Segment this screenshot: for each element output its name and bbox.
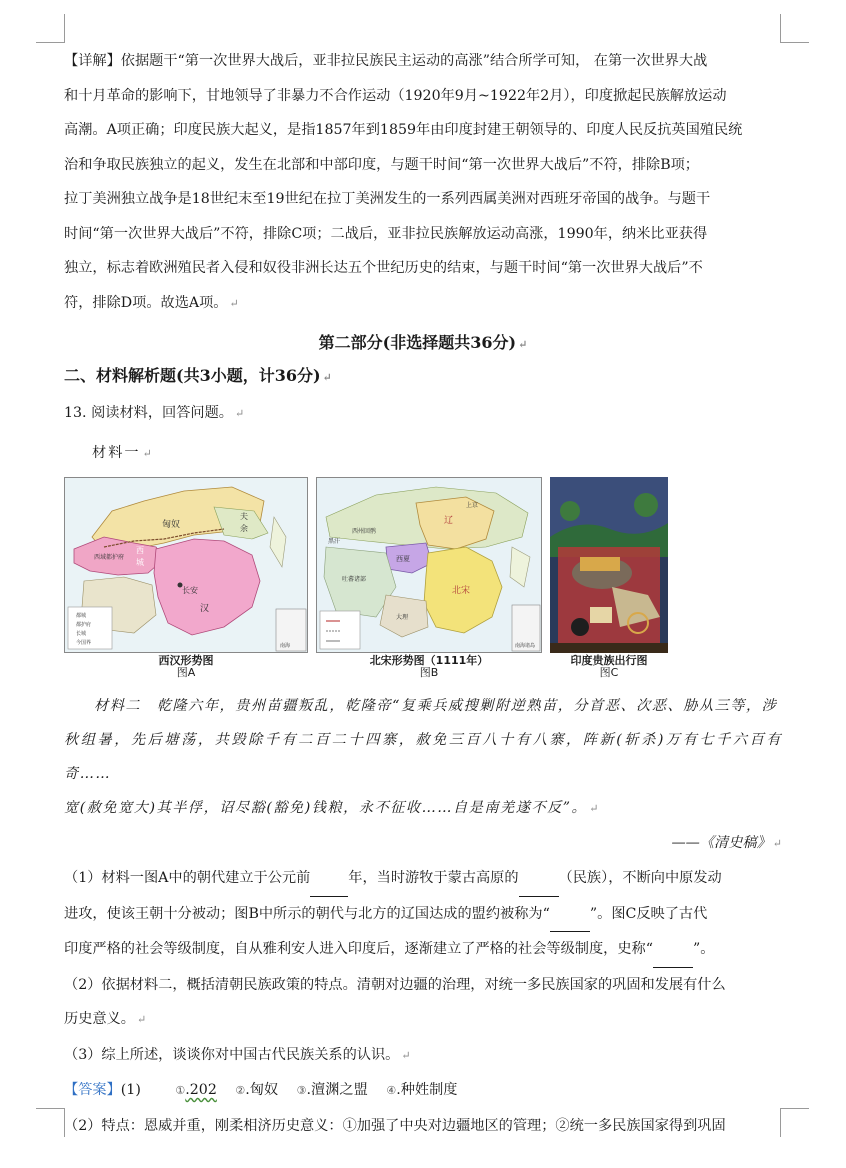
explanation-line: 和十月革命的影响下，甘地领导了非暴力不合作运动（1920年9月~1922年2月），印度掀起民族解放运动 <box>64 87 727 104</box>
map-label: 城 <box>136 558 144 567</box>
western-han-map <box>64 477 308 653</box>
answer-line: （2）特点：恩威并重，刚柔相济历史意义：①加强了中央对边疆地区的管理；②统一多民族国家得到巩固 <box>64 1117 726 1134</box>
question-1-line <box>64 932 782 968</box>
answer-block <box>64 1073 782 1143</box>
question-text: 年，当时游牧于蒙古高原的 <box>348 870 519 886</box>
capital-marker-icon <box>178 583 183 588</box>
answer-item-number: ④ <box>386 1084 397 1097</box>
material-1-label-text: 材料一 <box>92 445 141 461</box>
figure-row <box>64 477 782 677</box>
material-2-source <box>64 826 782 861</box>
section-title-text: 第二部分(非选择题共36分) <box>318 333 517 352</box>
question-text: （3）综上所述，谈谈你对中国古代民族关系的认识。 <box>64 1046 400 1063</box>
explanation-line: 时间“第一次世界大战后”不符，排除C项；二战后，亚非拉民族解放运动高涨，1990年，纳米比亚获得 <box>64 225 708 242</box>
map-inset-label: 南海 <box>280 643 291 649</box>
question-13-text: 13. 阅读材料，回答问题。 <box>64 405 233 421</box>
answer-item-text: .202 <box>185 1082 217 1098</box>
explanation-line-text: 符，排除D项。故选A项。 <box>64 294 228 311</box>
answer-item <box>386 1073 457 1109</box>
question-1-line <box>64 897 782 933</box>
map-label: 匈奴 <box>162 520 181 530</box>
page-corner-mark <box>780 14 809 43</box>
map-label: 西 <box>136 546 144 555</box>
document-body <box>64 44 782 1143</box>
answer-label: 【答案】 <box>64 1082 121 1098</box>
question-text: （1）材料一图A中的朝代建立于公元前 <box>64 870 311 886</box>
figure-c-title: 印度贵族出行图 <box>570 654 648 667</box>
question-text: 印度严格的社会等级制度，自从雅利安人进入印度后，逐渐建立了严格的社会等级制度，史称“ <box>64 941 653 957</box>
page-corner-mark <box>780 1108 809 1137</box>
answer-item-text: .澶渊之盟 <box>306 1082 368 1098</box>
figure-c-label: 图C <box>599 666 619 679</box>
indian-noble-procession-painting <box>550 477 668 653</box>
figure-b-label: 图B <box>419 666 439 679</box>
map-label: 西州回鹘 <box>352 528 377 535</box>
material-1-label <box>64 433 782 473</box>
explanation-line: 高潮。A项正确；印度民族大起义，是指1857年到1859年由印度封建王朝领导的、印度人民反抗英国殖民统 <box>64 122 743 138</box>
answer-blank[interactable] <box>653 932 693 968</box>
paragraph-mark-icon: ↵ <box>142 447 154 460</box>
paragraph-mark-icon: ↵ <box>589 802 600 815</box>
answer-line <box>64 1073 782 1109</box>
question-2-line: （2）依据材料二，概括清朝民族政策的特点。清朝对边疆的治理，对统一多民族国家的巩固和发展有什么 <box>64 976 726 993</box>
answer-item-number: ① <box>175 1084 186 1097</box>
answer-item-text: .种姓制度 <box>396 1082 458 1098</box>
paragraph-mark-icon: ↵ <box>401 1048 411 1062</box>
figure-a-label: 图A <box>176 666 196 679</box>
question-text: ”。 <box>692 941 715 957</box>
map-label: 北宋 <box>452 586 471 596</box>
page-corner-mark <box>36 14 65 43</box>
map-label: 长安 <box>182 586 198 595</box>
legend-item: 都护府 <box>76 622 92 628</box>
map-label: 汉 <box>200 604 210 614</box>
map-inset-label: 南海诸岛 <box>515 643 536 649</box>
answer-item-text: .匈奴 <box>245 1082 279 1098</box>
answer-item <box>235 1073 278 1109</box>
figure-b-title: 北宋形势图（1111年） <box>369 654 489 667</box>
map-label: 辽 <box>444 516 454 526</box>
question-3-line <box>64 1038 782 1074</box>
section-subtitle-text: 二、材料解析题(共3小题，计36分) <box>64 366 321 385</box>
material-2-line-text: 宽(赦免宽大)其半俘，诏尽豁(豁免)钱粮，永不征收……自是南羌遂不反”。 <box>64 800 588 816</box>
paragraph-mark-icon: ↵ <box>772 837 782 850</box>
question-text: 进攻，使该王朝十分被动；图B中所示的朝代与北方的辽国达成的盟约被称为“ <box>64 905 550 922</box>
map-label: 大理 <box>396 614 409 621</box>
paragraph-mark-icon: ↵ <box>234 407 245 420</box>
material-2-block <box>64 689 782 861</box>
question-13 <box>64 393 782 433</box>
answer-blank[interactable] <box>550 897 590 933</box>
material-2-source-text: ——《清史稿》 <box>671 835 771 851</box>
map-label: 吐蕃诸部 <box>342 576 367 583</box>
legend-item: 都城 <box>76 613 87 619</box>
material-2-line <box>64 791 782 826</box>
answer-item <box>297 1073 368 1109</box>
paragraph-mark-icon: ↵ <box>229 296 239 310</box>
northern-song-map <box>316 477 542 653</box>
explanation-line <box>64 286 782 322</box>
answer-item-number: ③ <box>296 1084 307 1097</box>
material-2-line: 材料二 乾隆六年，贵州苗疆叛乱，乾隆帝“复乘兵威搜剿附逆熟苗，分首恶、次恶、胁从三等，涉 <box>94 698 778 714</box>
figure-a-title: 西汉形势图 <box>158 654 214 667</box>
answer-blank[interactable] <box>310 861 348 897</box>
explanation-line: 拉丁美洲独立战争是18世纪末至19世纪在拉丁美洲发生的一系列西属美洲对西班牙帝国的战争。与题干 <box>64 191 711 207</box>
map-legend <box>320 611 360 649</box>
explanation-line: 【详解】依据题干“第一次世界大战后，亚非拉民族民主运动的高涨”结合所学可知， 在第一次世界大战 <box>64 53 708 69</box>
answer-item <box>175 1073 216 1109</box>
question-2-line <box>64 1002 782 1038</box>
question-text: ”。图C反映了古代 <box>589 905 708 922</box>
explanation-line: 独立，标志着欧洲殖民者入侵和奴役非洲长达五个世纪历史的结束，与题干时间“第一次世界大战后”不 <box>64 260 703 276</box>
question-block <box>64 861 782 1073</box>
question-text: （民族），不断向中原发动 <box>558 870 722 886</box>
figure-a <box>64 477 308 679</box>
question-text: 历史意义。 <box>64 1011 135 1027</box>
page-corner-mark <box>36 1108 65 1137</box>
map-label: 西夏 <box>396 555 410 563</box>
legend-item: 长城 <box>76 631 87 637</box>
section-subtitle <box>64 359 782 393</box>
material-2-line: 秋组暑，先后塘荡，共毁除千有二百二十四寨，赦免三百八十有八寨，阵新(斩杀)万有七千六百有奇…… <box>64 732 782 782</box>
map-label: 余 <box>240 524 248 533</box>
paragraph-mark-icon: ↵ <box>322 371 332 384</box>
question-1-line <box>64 861 782 897</box>
section-title <box>64 327 782 359</box>
figure-c <box>550 477 668 679</box>
explanation-line: 治和争取民族独立的起义，发生在北部和中部印度，与题干时间“第一次世界大战后”不符，排除B项； <box>64 156 699 173</box>
map-label: 西域都护府 <box>94 554 125 561</box>
legend-item: 今国界 <box>76 640 92 646</box>
explanation-block <box>64 44 782 321</box>
paragraph-mark-icon: ↵ <box>136 1013 147 1026</box>
map-label: 夫 <box>240 512 248 521</box>
map-label: 黑汗 <box>328 538 341 545</box>
answer-blank[interactable] <box>519 861 559 897</box>
answer-item-number: ② <box>235 1084 246 1097</box>
figure-b <box>316 477 542 679</box>
map-label: 上京 <box>466 502 479 509</box>
answer-prefix: (1) <box>120 1082 141 1098</box>
paragraph-mark-icon: ↵ <box>518 338 528 351</box>
